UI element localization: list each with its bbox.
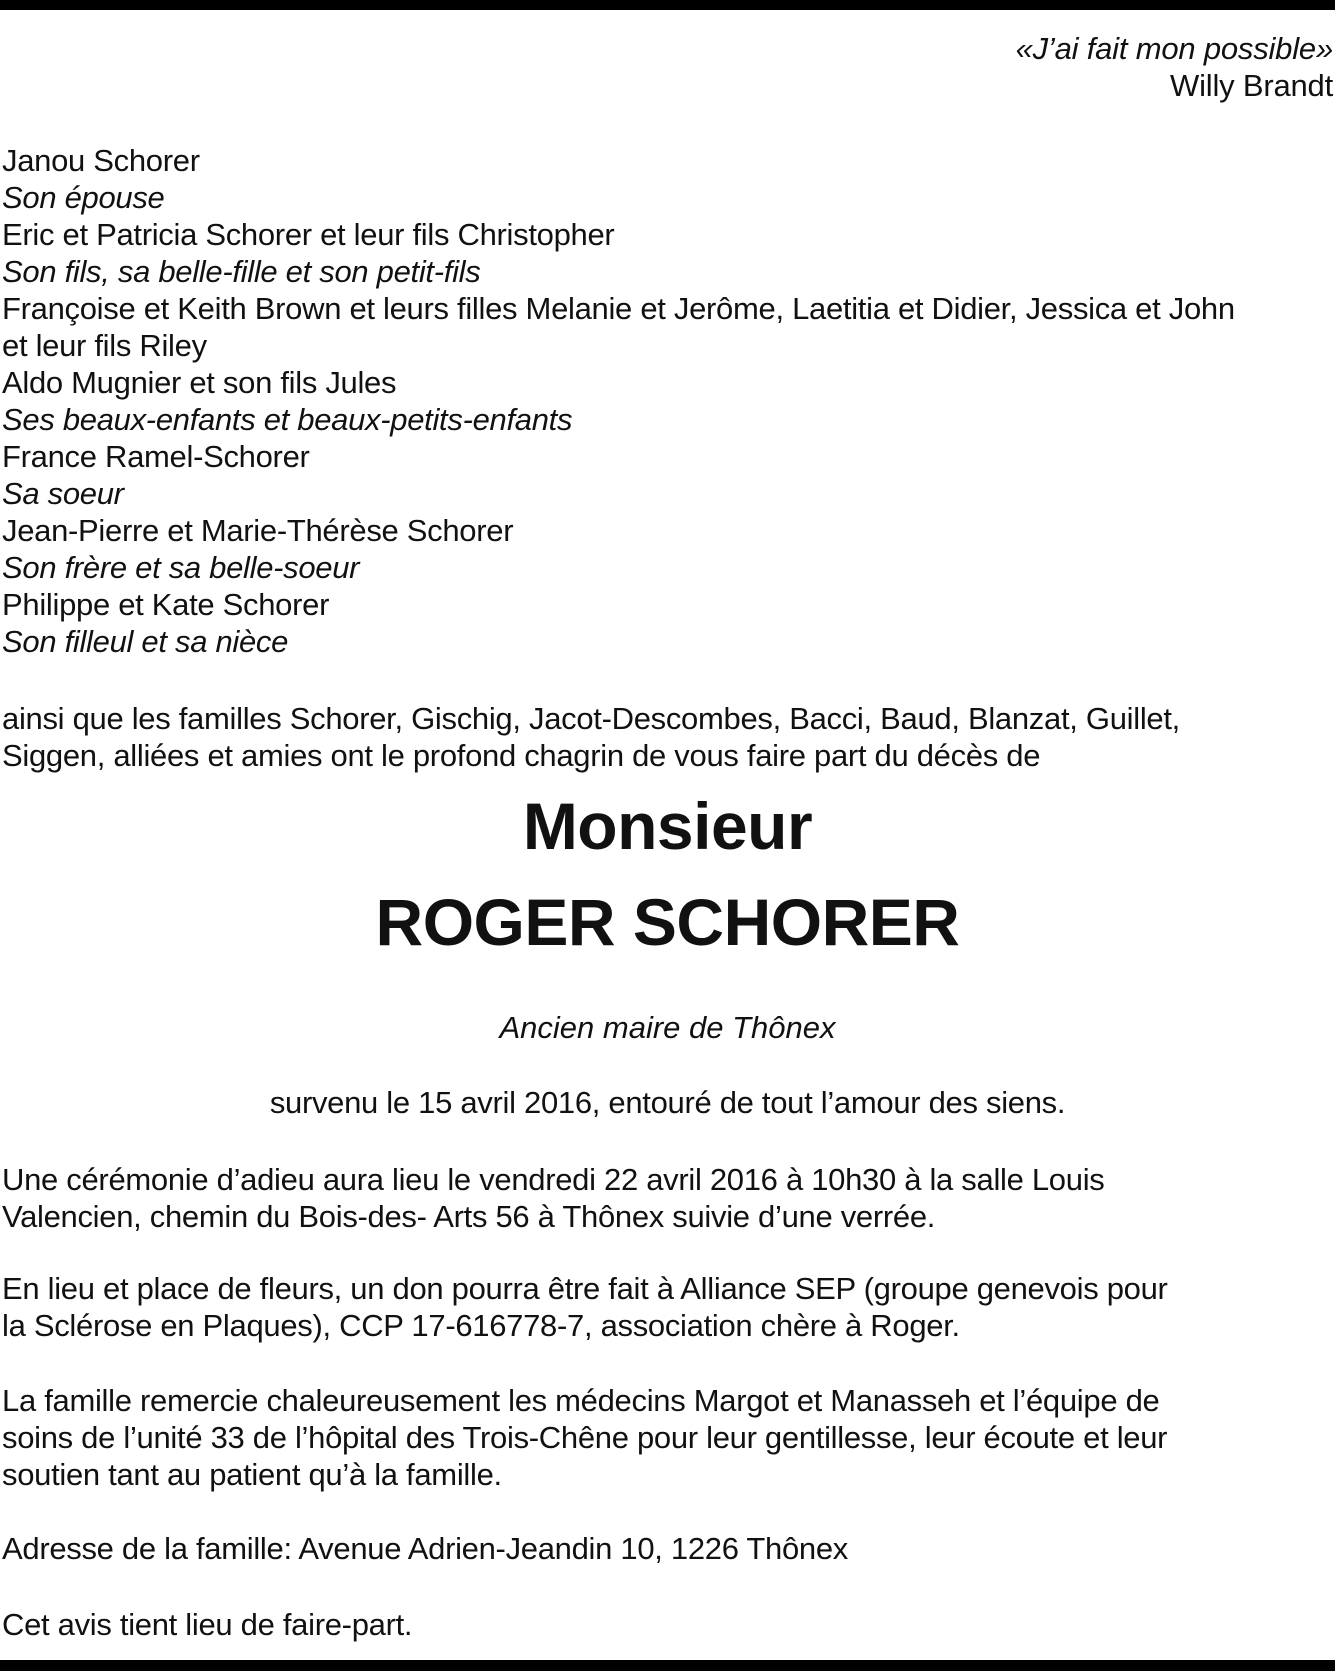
- relation-caption: Son fils, sa belle-fille et son petit-fils: [2, 254, 481, 289]
- bottom-rule: [0, 1660, 1335, 1671]
- family-member-line: et leur fils Riley: [2, 328, 207, 363]
- family-member-line: Jean-Pierre et Marie-Thérèse Schorer: [2, 513, 514, 548]
- relation-caption: Son frère et sa belle-soeur: [2, 550, 360, 585]
- donation-line: En lieu et place de fleurs, un don pourra être fait à Alliance SEP (groupe genevois pour: [2, 1271, 1168, 1306]
- epigraph-author: Willy Brandt: [1170, 68, 1333, 103]
- family-member-line: Eric et Patricia Schorer et leur fils Christopher: [2, 217, 615, 252]
- family-member-line: Aldo Mugnier et son fils Jules: [2, 365, 397, 400]
- epigraph-quote: «J’ai fait mon possible»: [1015, 31, 1333, 66]
- family-member-line: Philippe et Kate Schorer: [2, 587, 330, 622]
- family-member-line: Françoise et Keith Brown et leurs filles Melanie et Jerôme, Laetitia et Didier, Jessica et John: [2, 291, 1235, 326]
- top-rule: [0, 0, 1335, 10]
- family-member-line: France Ramel-Schorer: [2, 439, 310, 474]
- announcement-paragraph: [2, 700, 1322, 774]
- family-list: [2, 142, 1322, 660]
- thanks-paragraph: [2, 1382, 1322, 1493]
- donation-line: la Sclérose en Plaques), CCP 17-616778-7, association chère à Roger.: [2, 1308, 960, 1343]
- donation-paragraph: [2, 1270, 1322, 1344]
- family-address: Adresse de la famille: Avenue Adrien-Jeandin 10, 1226 Thônex: [2, 1531, 849, 1566]
- ceremony-paragraph: [2, 1161, 1322, 1235]
- thanks-line: La famille remercie chaleureusement les médecins Margot et Manasseh et l’équipe de: [2, 1383, 1160, 1418]
- thanks-line: soins de l’unité 33 de l’hôpital des Trois-Chêne pour leur gentillesse, leur écoute et leur: [2, 1420, 1168, 1455]
- relation-caption: Son filleul et sa nièce: [2, 624, 289, 659]
- death-line: survenu le 15 avril 2016, entouré de tout l’amour des siens.: [269, 1085, 1066, 1120]
- ceremony-line: Valencien, chemin du Bois-des- Arts 56 à Thônex suivie d’une verrée.: [2, 1199, 936, 1234]
- closing-note: Cet avis tient lieu de faire-part.: [2, 1607, 413, 1642]
- thanks-line: soutien tant au patient qu’à la famille.: [2, 1457, 502, 1492]
- relation-caption: Sa soeur: [2, 476, 124, 511]
- deceased-role: Ancien maire de Thônex: [499, 1010, 836, 1045]
- relation-caption: Ses beaux-enfants et beaux-petits-enfants: [2, 402, 573, 437]
- announcement-line: ainsi que les familles Schorer, Gischig, Jacot-Descombes, Bacci, Baud, Blanzat, Guillet,: [2, 701, 1180, 736]
- announcement-line: Siggen, alliées et amies ont le profond chagrin de vous faire part du décès de: [2, 738, 1041, 773]
- deceased-honorific: Monsieur: [522, 789, 813, 863]
- deceased-name: ROGER SCHORER: [375, 885, 960, 959]
- relation-caption: Son épouse: [2, 180, 165, 215]
- ceremony-line: Une cérémonie d’adieu aura lieu le vendredi 22 avril 2016 à 10h30 à la salle Louis: [2, 1162, 1105, 1197]
- epigraph: [1016, 30, 1333, 104]
- family-member-line: Janou Schorer: [2, 143, 200, 178]
